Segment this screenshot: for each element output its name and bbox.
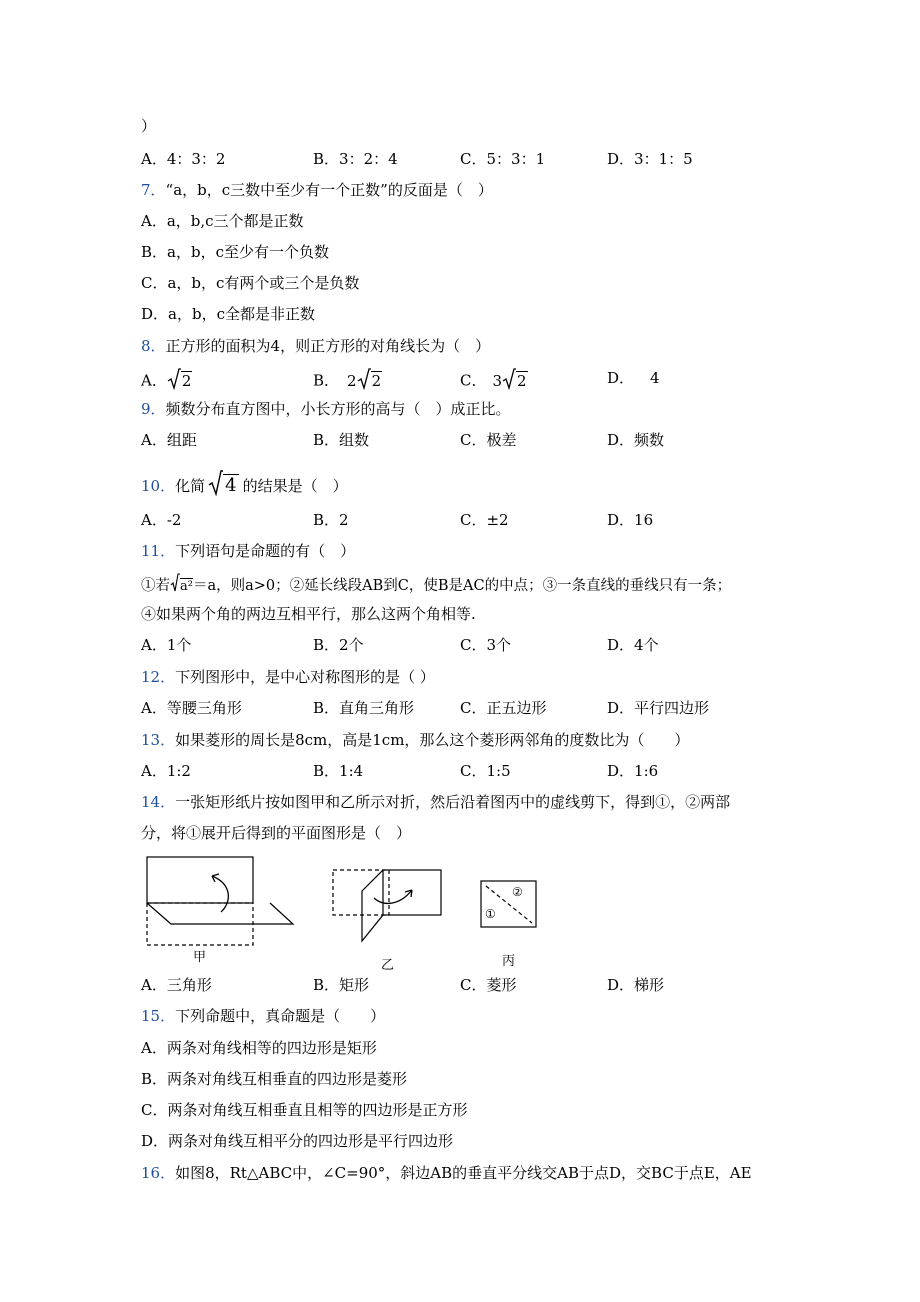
q8-option-b-radicand: 2 bbox=[371, 371, 382, 390]
sqrt-sign-icon bbox=[167, 368, 181, 395]
q13-option-d[interactable]: D．1:6 bbox=[607, 762, 659, 780]
q14-option-b[interactable]: B．矩形 bbox=[313, 976, 370, 994]
q6-option-a[interactable]: A．4：3：2 bbox=[141, 150, 226, 168]
q6-option-d[interactable]: D．3：1：5 bbox=[607, 150, 693, 168]
q11-option-c[interactable]: C．3个 bbox=[460, 636, 512, 654]
q8-text: 正方形的面积为4，则正方形的对角线长为（ ） bbox=[165, 337, 491, 355]
q15-stem bbox=[141, 1006, 385, 1026]
q13-option-a[interactable]: A．1:2 bbox=[141, 762, 191, 780]
q12-option-d[interactable]: D．平行四边形 bbox=[607, 699, 710, 717]
q10-text-pre: 化简 bbox=[175, 477, 206, 495]
q9-number: 9． bbox=[141, 400, 166, 418]
q6-tail: ） bbox=[141, 117, 157, 135]
q16-text: 如图8，Rt△ABC中，∠C=90°，斜边AB的垂直平分线交AB于点D，交BC于点E，AE bbox=[175, 1164, 752, 1182]
q14-text-1: 一张矩形纸片按如图甲和乙所示对折，然后沿着图丙中的虚线剪下，得到①，②两部 bbox=[175, 793, 731, 811]
q15-option-a[interactable]: A．两条对角线相等的四边形是矩形 bbox=[141, 1039, 377, 1057]
q11-line1-post: ＝a，则a>0；②延长线段AB到C，使B是AC的中点；③一条直线的垂线只有一条； bbox=[192, 578, 732, 594]
q9-option-b[interactable]: B．组数 bbox=[313, 431, 370, 449]
q11-line1-radicand: a² bbox=[180, 579, 193, 594]
q13-option-c[interactable]: C．1:5 bbox=[460, 762, 511, 780]
q14-figure-yi bbox=[330, 865, 450, 945]
q10-option-c[interactable]: C．±2 bbox=[460, 511, 509, 529]
q7-option-b[interactable]: B．a，b，c至少有一个负数 bbox=[141, 243, 329, 261]
q11-option-b[interactable]: B．2个 bbox=[313, 636, 364, 654]
q7-option-d[interactable]: D．a，b，c全都是非正数 bbox=[141, 305, 315, 323]
q10-option-b[interactable]: B．2 bbox=[313, 511, 349, 529]
q12-number: 12． bbox=[141, 668, 176, 686]
q7-option-c[interactable]: C．a，b，c有两个或三个是负数 bbox=[141, 274, 360, 292]
figure-label-bing: 丙 bbox=[502, 954, 516, 969]
q10-text-post: 的结果是（ ） bbox=[242, 477, 348, 495]
q8-option-a-radicand: 2 bbox=[181, 371, 192, 390]
q7-number: 7． bbox=[141, 181, 166, 199]
q11-option-a[interactable]: A．1个 bbox=[141, 636, 192, 654]
q15-option-b[interactable]: B．两条对角线互相垂直的四边形是菱形 bbox=[141, 1070, 408, 1088]
q15-option-d[interactable]: D．两条对角线互相平分的四边形是平行四边形 bbox=[141, 1132, 454, 1150]
q14-stem-line2: 分，将①展开后得到的平面图形是（ ） bbox=[141, 824, 412, 842]
q14-stem-line1 bbox=[141, 792, 730, 812]
q8-option-b-coeff: 2 bbox=[347, 371, 357, 390]
q11-statements-line2: ④如果两个角的两边互相平行，那么这两个角相等. bbox=[141, 605, 476, 623]
q9-option-d[interactable]: D．频数 bbox=[607, 431, 665, 449]
q8-option-d[interactable] bbox=[607, 368, 660, 388]
sqrt-sign-icon bbox=[502, 368, 516, 395]
q10-option-d[interactable]: D．16 bbox=[607, 511, 654, 529]
q11-option-d[interactable]: D．4个 bbox=[607, 636, 659, 654]
q8-option-c[interactable] bbox=[460, 368, 528, 395]
q14-option-a[interactable]: A．三角形 bbox=[141, 976, 212, 994]
q8-option-b[interactable] bbox=[313, 368, 382, 395]
q12-option-a[interactable]: A．等腰三角形 bbox=[141, 699, 242, 717]
q8-option-a-letter: A． bbox=[141, 371, 167, 390]
q13-option-b[interactable]: B．1:4 bbox=[313, 762, 364, 780]
q14-number: 14． bbox=[141, 793, 176, 811]
q8-option-d-letter: D． bbox=[607, 369, 635, 387]
q16-stem bbox=[141, 1163, 752, 1183]
q10-number: 10． bbox=[141, 477, 176, 495]
sqrt-sign-icon bbox=[208, 470, 223, 504]
q8-option-d-value: 4 bbox=[650, 369, 660, 387]
q10-option-a[interactable]: A．-2 bbox=[141, 511, 182, 529]
q9-option-c[interactable]: C．极差 bbox=[460, 431, 517, 449]
q12-option-c[interactable]: C．正五边形 bbox=[460, 699, 547, 717]
q9-text: 频数分布直方图中，小长方形的高与（ ）成正比。 bbox=[165, 400, 511, 418]
figure-mark-1: ① bbox=[485, 907, 496, 921]
q13-number: 13． bbox=[141, 731, 176, 749]
q9-stem bbox=[141, 399, 511, 419]
q8-option-c-radicand: 2 bbox=[517, 371, 527, 390]
q8-option-b-letter: B． bbox=[313, 371, 340, 390]
figure-mark-2: ② bbox=[512, 885, 523, 899]
q8-option-a[interactable] bbox=[141, 368, 192, 395]
q8-option-c-coeff: 3 bbox=[492, 371, 503, 390]
sqrt-sign-icon bbox=[357, 368, 371, 395]
q8-stem bbox=[141, 336, 490, 356]
q8-number: 8． bbox=[141, 337, 166, 355]
figure-label-jia: 甲 bbox=[193, 950, 207, 965]
q9-option-a[interactable]: A．组距 bbox=[141, 431, 197, 449]
q10-stem bbox=[141, 470, 348, 504]
q13-stem bbox=[141, 730, 689, 750]
q6-option-c[interactable]: C．5：3：1 bbox=[460, 150, 546, 168]
q15-number: 15． bbox=[141, 1007, 176, 1025]
q11-statements-line1 bbox=[141, 573, 731, 599]
q14-option-d[interactable]: D．梯形 bbox=[607, 976, 665, 994]
q12-stem bbox=[141, 667, 435, 687]
q16-number: 16． bbox=[141, 1164, 176, 1182]
q8-option-c-letter: C． bbox=[460, 371, 487, 390]
q13-text: 如果菱形的周长是8cm，高是1cm，那么这个菱形两邻角的度数比为（ ） bbox=[175, 731, 690, 749]
q11-text: 下列语句是命题的有（ ） bbox=[175, 542, 356, 560]
q7-text: “a，b，c三数中至少有一个正数”的反面是（ ） bbox=[165, 181, 493, 199]
q15-option-c[interactable]: C．两条对角线互相垂直且相等的四边形是正方形 bbox=[141, 1101, 468, 1119]
q11-line1-pre: ①若 bbox=[141, 578, 170, 594]
q14-figure-jia bbox=[140, 852, 300, 948]
q7-option-a[interactable]: A．a，b,c三个都是正数 bbox=[141, 212, 304, 230]
figure-label-yi: 乙 bbox=[381, 958, 395, 973]
q7-stem bbox=[141, 180, 493, 200]
q11-number: 11． bbox=[141, 542, 176, 560]
q10-radicand: 4 bbox=[225, 475, 237, 496]
q14-figure-bing bbox=[478, 878, 540, 930]
q6-option-b[interactable]: B．3：2：4 bbox=[313, 150, 398, 168]
q11-stem bbox=[141, 541, 355, 561]
sqrt-sign-icon bbox=[170, 573, 180, 599]
q12-option-b[interactable]: B．直角三角形 bbox=[313, 699, 415, 717]
q12-text: 下列图形中，是中心对称图形的是（ ） bbox=[175, 668, 435, 686]
q14-option-c[interactable]: C．菱形 bbox=[460, 976, 517, 994]
q15-text: 下列命题中，真命题是（ ） bbox=[175, 1007, 386, 1025]
